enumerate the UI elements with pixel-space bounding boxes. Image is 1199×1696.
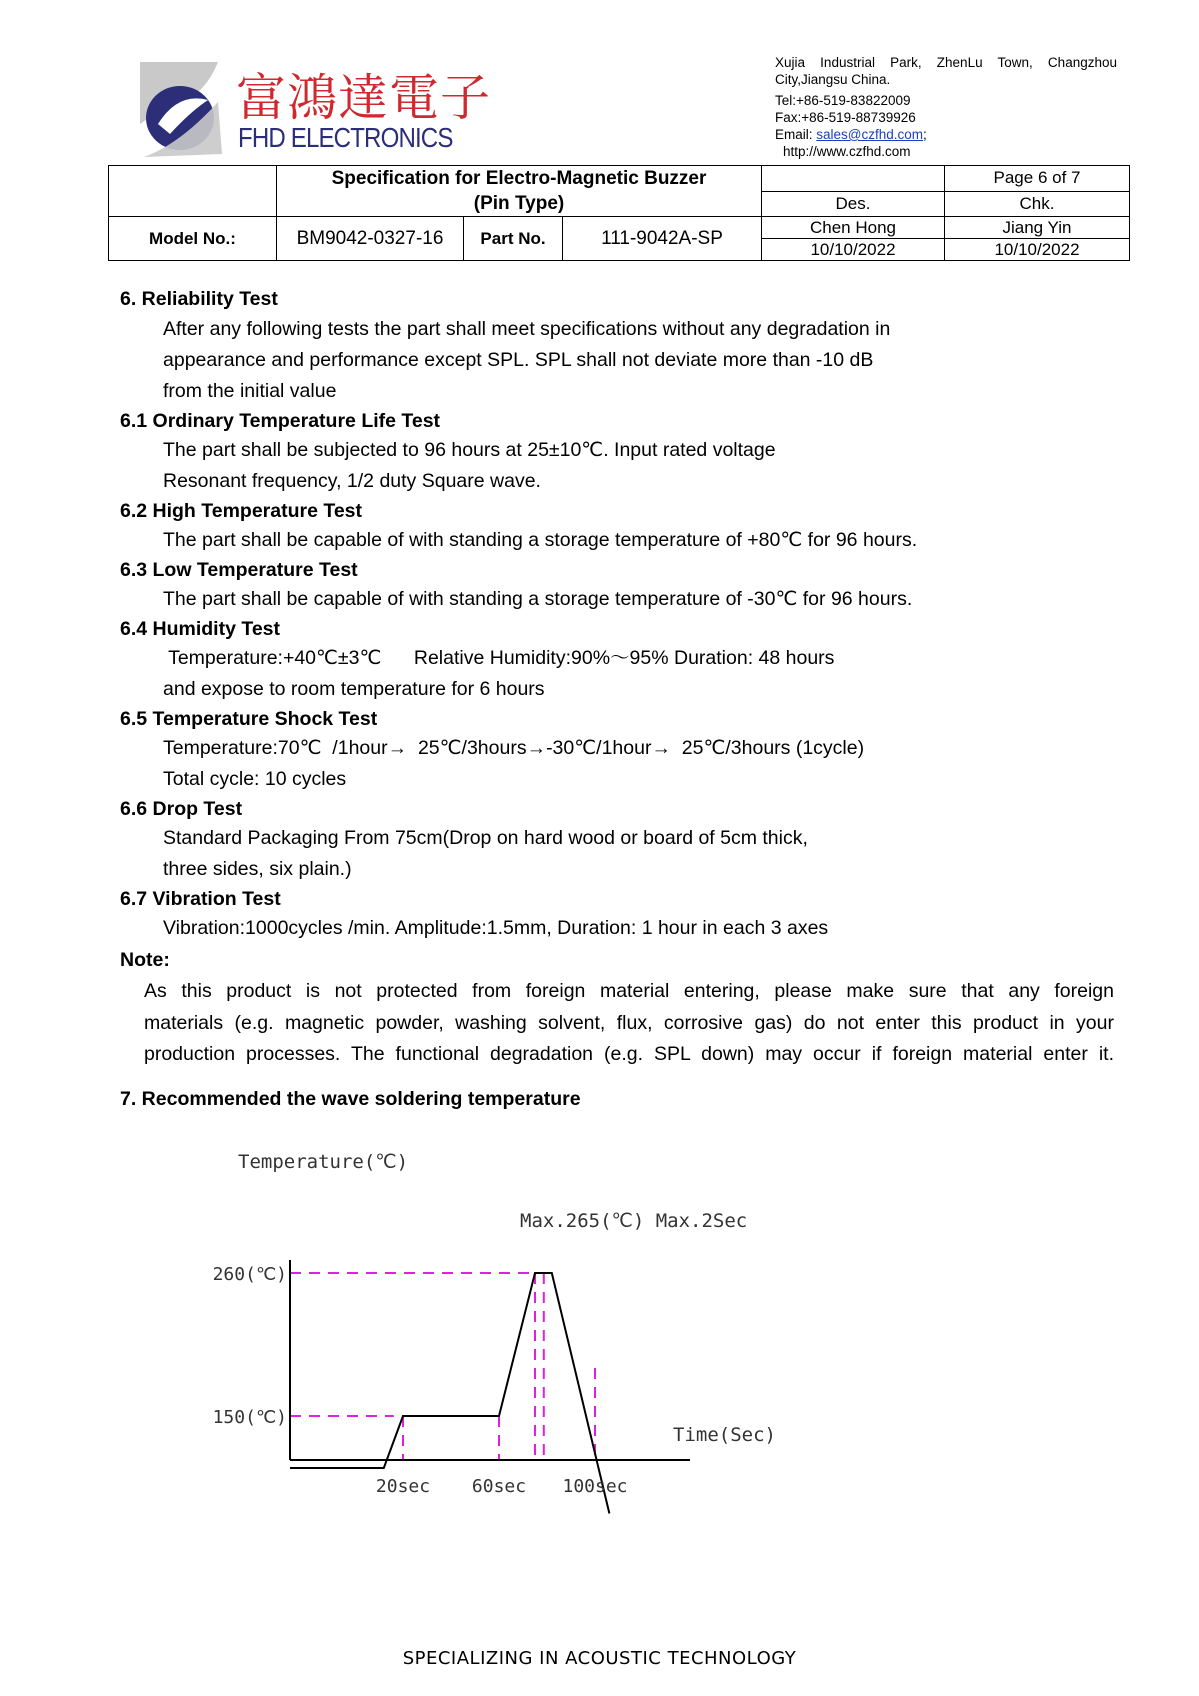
spec-title-line-2: (Pin Type) [473,193,565,214]
page-footer: SPECIALIZING IN ACOUSTIC TECHNOLOGY [402,1648,797,1669]
chart-x-ticks [376,1476,628,1497]
spec-title [277,166,762,217]
section-heading: 6. Reliability Test [120,288,278,310]
paragraph-line: appearance and performance except SPL. SPL shall not deviate more than -10 dB [163,349,874,371]
checker-date: 10/10/2022 [945,239,1130,261]
chart-y-axis-label: Temperature(℃) [238,1151,409,1173]
paragraph-line: The part shall be subjected to 96 hours at 25±10℃. Input rated voltage [163,439,776,461]
section-heading: 7. Recommended the wave soldering temperature [120,1088,581,1110]
x-tick-label: 100sec [562,1476,628,1497]
specification-header-table [108,165,1130,261]
document-body [120,285,1120,1071]
email-line [775,126,1117,143]
fhd-logo-icon [130,62,225,157]
paragraph-line: Standard Packaging From 75cm(Drop on hard wood or board of 5cm thick, [163,827,808,849]
chart-x-axis-label: Time(Sec) [673,1424,776,1446]
company-name-english: FHD ELECTRONICS [238,122,453,153]
telephone: Tel:+86-519-83822009 [775,93,911,108]
y-tick-label: 150(℃) [212,1407,287,1428]
y-tick-label: 260(℃) [212,1264,287,1285]
temperature-profile-line [290,1273,609,1514]
blank-cell [762,166,945,192]
chart-guides [290,1273,595,1460]
x-tick-label: 20sec [375,1476,431,1497]
paragraph-line: Resonant frequency, 1/2 duty Square wave. [163,470,541,492]
part-value: 111-9042A-SP [563,217,762,261]
note-line: materials (e.g. magnetic powder, washing solvent, flux, corrosive gas) do not enter this product in your [144,1011,1114,1034]
section-heading: 6.2 High Temperature Test [120,500,363,522]
blank-cell [109,166,277,217]
paragraph-line: Total cycle: 10 cycles [163,768,347,790]
part-label: Part No. [464,217,563,261]
section-heading: 6.6 Drop Test [120,798,243,820]
paragraph-line: Temperature:+40℃±3℃ Relative Humidity:90%～95% Duration: 48 hours [163,647,835,669]
company-logo [130,58,491,158]
fax: Fax:+86-519-88739926 [775,110,916,125]
address-line-2: City,Jiangsu China. [775,72,891,87]
note-line: As this product is not protected from foreign material entering, please make sure that any foreign [144,980,1114,1002]
page-number: Page 6 of 7 [945,166,1130,192]
soldering-profile-chart [200,1140,780,1520]
note-heading: Note: [120,949,170,971]
section-heading: 6.5 Temperature Shock Test [120,708,378,730]
model-label: Model No.: [109,217,277,261]
paragraph-line: Vibration:1000cycles /min. Amplitude:1.5mm, Duration: 1 hour in each 3 axes [163,917,829,939]
designer-date: 10/10/2022 [762,239,945,261]
checker-name: Jiang Yin [945,217,1130,239]
model-value: BM9042-0327-16 [277,217,464,261]
paragraph-line: After any following tests the part shall meet specifications without any degradation in [163,318,891,340]
peak-annotation: Max.265(℃) Max.2Sec [520,1210,748,1232]
address-line-1: Xujia Industrial Park, ZhenLu Town, Changzhou [775,55,1117,70]
section-heading: 6.3 Low Temperature Test [120,559,358,581]
paragraph-line: The part shall be capable of with standing a storage temperature of -30℃ for 96 hours. [163,588,913,610]
x-tick-label: 60sec [471,1476,527,1497]
note-line: production processes. The functional degradation (e.g. SPL down) may occur if foreign material enter it. [144,1043,1114,1065]
section-heading: 6.7 Vibration Test [120,888,281,910]
paragraph-line: and expose to room temperature for 6 hours [163,678,545,700]
email-suffix: ; [923,127,927,142]
website[interactable]: http://www.czfhd.com [783,144,911,159]
email-link[interactable]: sales@czfhd.com [816,127,924,142]
company-contact-block [775,54,1117,160]
designer-label: Des. [762,191,945,217]
note-paragraph [144,976,1114,1071]
section-heading: 6.4 Humidity Test [120,618,281,640]
company-name-chinese: 富鴻達電子 [236,69,491,127]
paragraph-line: from the initial value [163,380,337,402]
paragraph-line: Temperature:70℃ /1hour→ 25℃/3hours→-30℃/1hour→ 25℃/3hours (1cycle) [163,737,865,759]
spec-title-line-1: Specification for Electro-Magnetic Buzzer [331,168,707,189]
paragraph-line: three sides, six plain.) [163,858,352,880]
checker-label: Chk. [945,191,1130,217]
chart-y-ticks [213,1264,287,1428]
paragraph-line: The part shall be capable of with standing a storage temperature of +80℃ for 96 hours. [163,529,918,551]
section-heading: 6.1 Ordinary Temperature Life Test [120,410,441,432]
designer-name: Chen Hong [762,217,945,239]
email-label: Email: [775,127,817,142]
